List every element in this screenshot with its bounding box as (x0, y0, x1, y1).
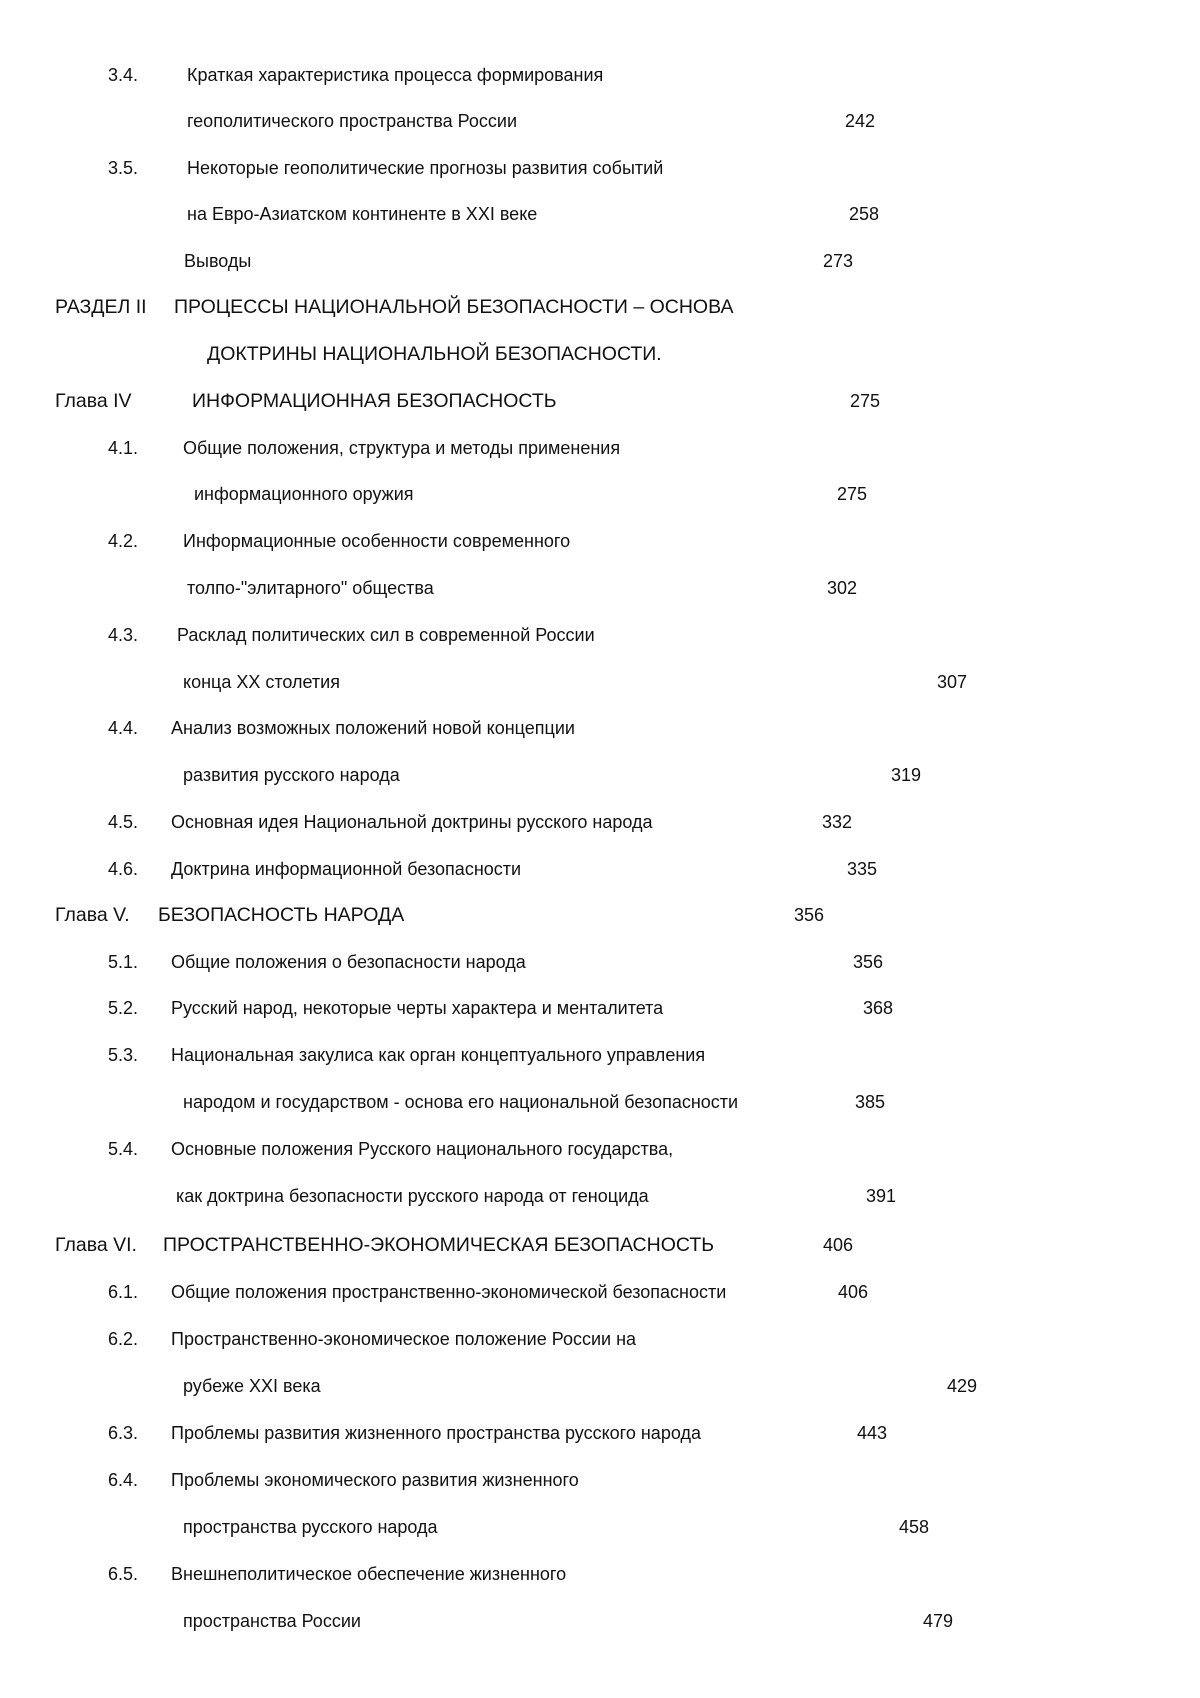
entry-title-line1: Внешнеполитическое обеспечение жизненного (171, 1563, 566, 1585)
entry-number: 4.3. (108, 624, 138, 646)
entry-title-line1: Основные положения Русского национального государства, (171, 1138, 673, 1160)
entry-title-line2: рубеже XXI века (183, 1375, 321, 1397)
chapter-label: Глава V. (55, 903, 130, 927)
entry-number: 5.1. (108, 951, 138, 973)
entry-title: Общие положения пространственно-экономической безопасности (171, 1281, 726, 1303)
entry-title: Основная идея Национальной доктрины русского народа (171, 811, 653, 833)
entry-page-number: 429 (947, 1375, 977, 1397)
chapter-title: ИНФОРМАЦИОННАЯ БЕЗОПАСНОСТЬ (192, 389, 557, 413)
entry-page-number: 368 (863, 997, 893, 1019)
entry-page-number: 443 (857, 1422, 887, 1444)
entry-title-line2: пространства русского народа (183, 1516, 438, 1538)
entry-number: 5.3. (108, 1044, 138, 1066)
entry-page-number: 356 (853, 951, 883, 973)
entry-page-number: 319 (891, 764, 921, 786)
entry-title-line2: как доктрина безопасности русского народа от геноцида (176, 1185, 649, 1207)
chapter-page-number: 275 (850, 390, 880, 412)
entry-page-number: 406 (838, 1281, 868, 1303)
entry-title-line1: Общие положения, структура и методы применения (183, 437, 620, 459)
entry-title-line1: Пространственно-экономическое положение России на (171, 1328, 636, 1350)
entry-title-line2: конца XX столетия (183, 671, 340, 693)
entry-page-number: 242 (845, 110, 875, 132)
entry-number: 6.2. (108, 1328, 138, 1350)
entry-title: Русский народ, некоторые черты характера и менталитета (171, 997, 663, 1019)
entry-page-number: 302 (827, 577, 857, 599)
entry-page-number: 273 (823, 250, 853, 272)
entry-title-line2: информационного оружия (194, 483, 414, 505)
entry-title-line2: на Евро-Азиатском континенте в XXI веке (187, 203, 537, 225)
entry-title-line1: Расклад политических сил в современной России (177, 624, 595, 646)
entry-number: 6.3. (108, 1422, 138, 1444)
toc-page (0, 0, 1200, 1698)
entry-page-number: 458 (899, 1516, 929, 1538)
chapter-label: Глава IV (55, 389, 132, 413)
entry-page-number: 275 (837, 483, 867, 505)
entry-page-number: 307 (937, 671, 967, 693)
chapter-page-number: 356 (794, 904, 824, 926)
entry-number: 3.5. (108, 157, 138, 179)
entry-number: 4.6. (108, 858, 138, 880)
entry-number: 6.4. (108, 1469, 138, 1491)
entry-number: 4.1. (108, 437, 138, 459)
entry-title-line1: Анализ возможных положений новой концепции (171, 717, 575, 739)
entry-number: 4.5. (108, 811, 138, 833)
entry-title: Выводы (184, 250, 251, 272)
chapter-label: Глава VI. (55, 1233, 137, 1257)
entry-page-number: 258 (849, 203, 879, 225)
entry-title: Общие положения о безопасности народа (171, 951, 526, 973)
entry-title-line2: развития русского народа (183, 764, 400, 786)
entry-title-line1: Информационные особенности современного (183, 530, 570, 552)
entry-title-line1: Национальная закулиса как орган концептуального управления (171, 1044, 705, 1066)
entry-title-line1: Некоторые геополитические прогнозы развития событий (187, 157, 663, 179)
entry-title: Проблемы развития жизненного пространства русского народа (171, 1422, 701, 1444)
entry-title-line2: геополитического пространства России (187, 110, 517, 132)
chapter-title: БЕЗОПАСНОСТЬ НАРОДА (158, 903, 404, 927)
entry-page-number: 335 (847, 858, 877, 880)
section-title-line1: ПРОЦЕССЫ НАЦИОНАЛЬНОЙ БЕЗОПАСНОСТИ – ОСНОВА (174, 295, 733, 319)
entry-number: 4.4. (108, 717, 138, 739)
entry-number: 5.2. (108, 997, 138, 1019)
entry-number: 3.4. (108, 64, 138, 86)
entry-number: 6.5. (108, 1563, 138, 1585)
entry-title-line2: народом и государством - основа его национальной безопасности (183, 1091, 738, 1113)
chapter-page-number: 406 (823, 1234, 853, 1256)
entry-title: Доктрина информационной безопасности (171, 858, 521, 880)
section-label: РАЗДЕЛ II (55, 295, 147, 319)
entry-page-number: 479 (923, 1610, 953, 1632)
section-title-line2: ДОКТРИНЫ НАЦИОНАЛЬНОЙ БЕЗОПАСНОСТИ. (207, 342, 662, 366)
entry-page-number: 332 (822, 811, 852, 833)
entry-page-number: 385 (855, 1091, 885, 1113)
entry-number: 4.2. (108, 530, 138, 552)
entry-number: 6.1. (108, 1281, 138, 1303)
entry-title-line1: Проблемы экономического развития жизненного (171, 1469, 579, 1491)
entry-title-line2: пространства России (183, 1610, 361, 1632)
entry-page-number: 391 (866, 1185, 896, 1207)
entry-title-line2: толпо-"элитарного" общества (187, 577, 434, 599)
entry-title-line1: Краткая характеристика процесса формирования (187, 64, 603, 86)
chapter-title: ПРОСТРАНСТВЕННО-ЭКОНОМИЧЕСКАЯ БЕЗОПАСНОСТЬ (163, 1233, 714, 1257)
entry-number: 5.4. (108, 1138, 138, 1160)
